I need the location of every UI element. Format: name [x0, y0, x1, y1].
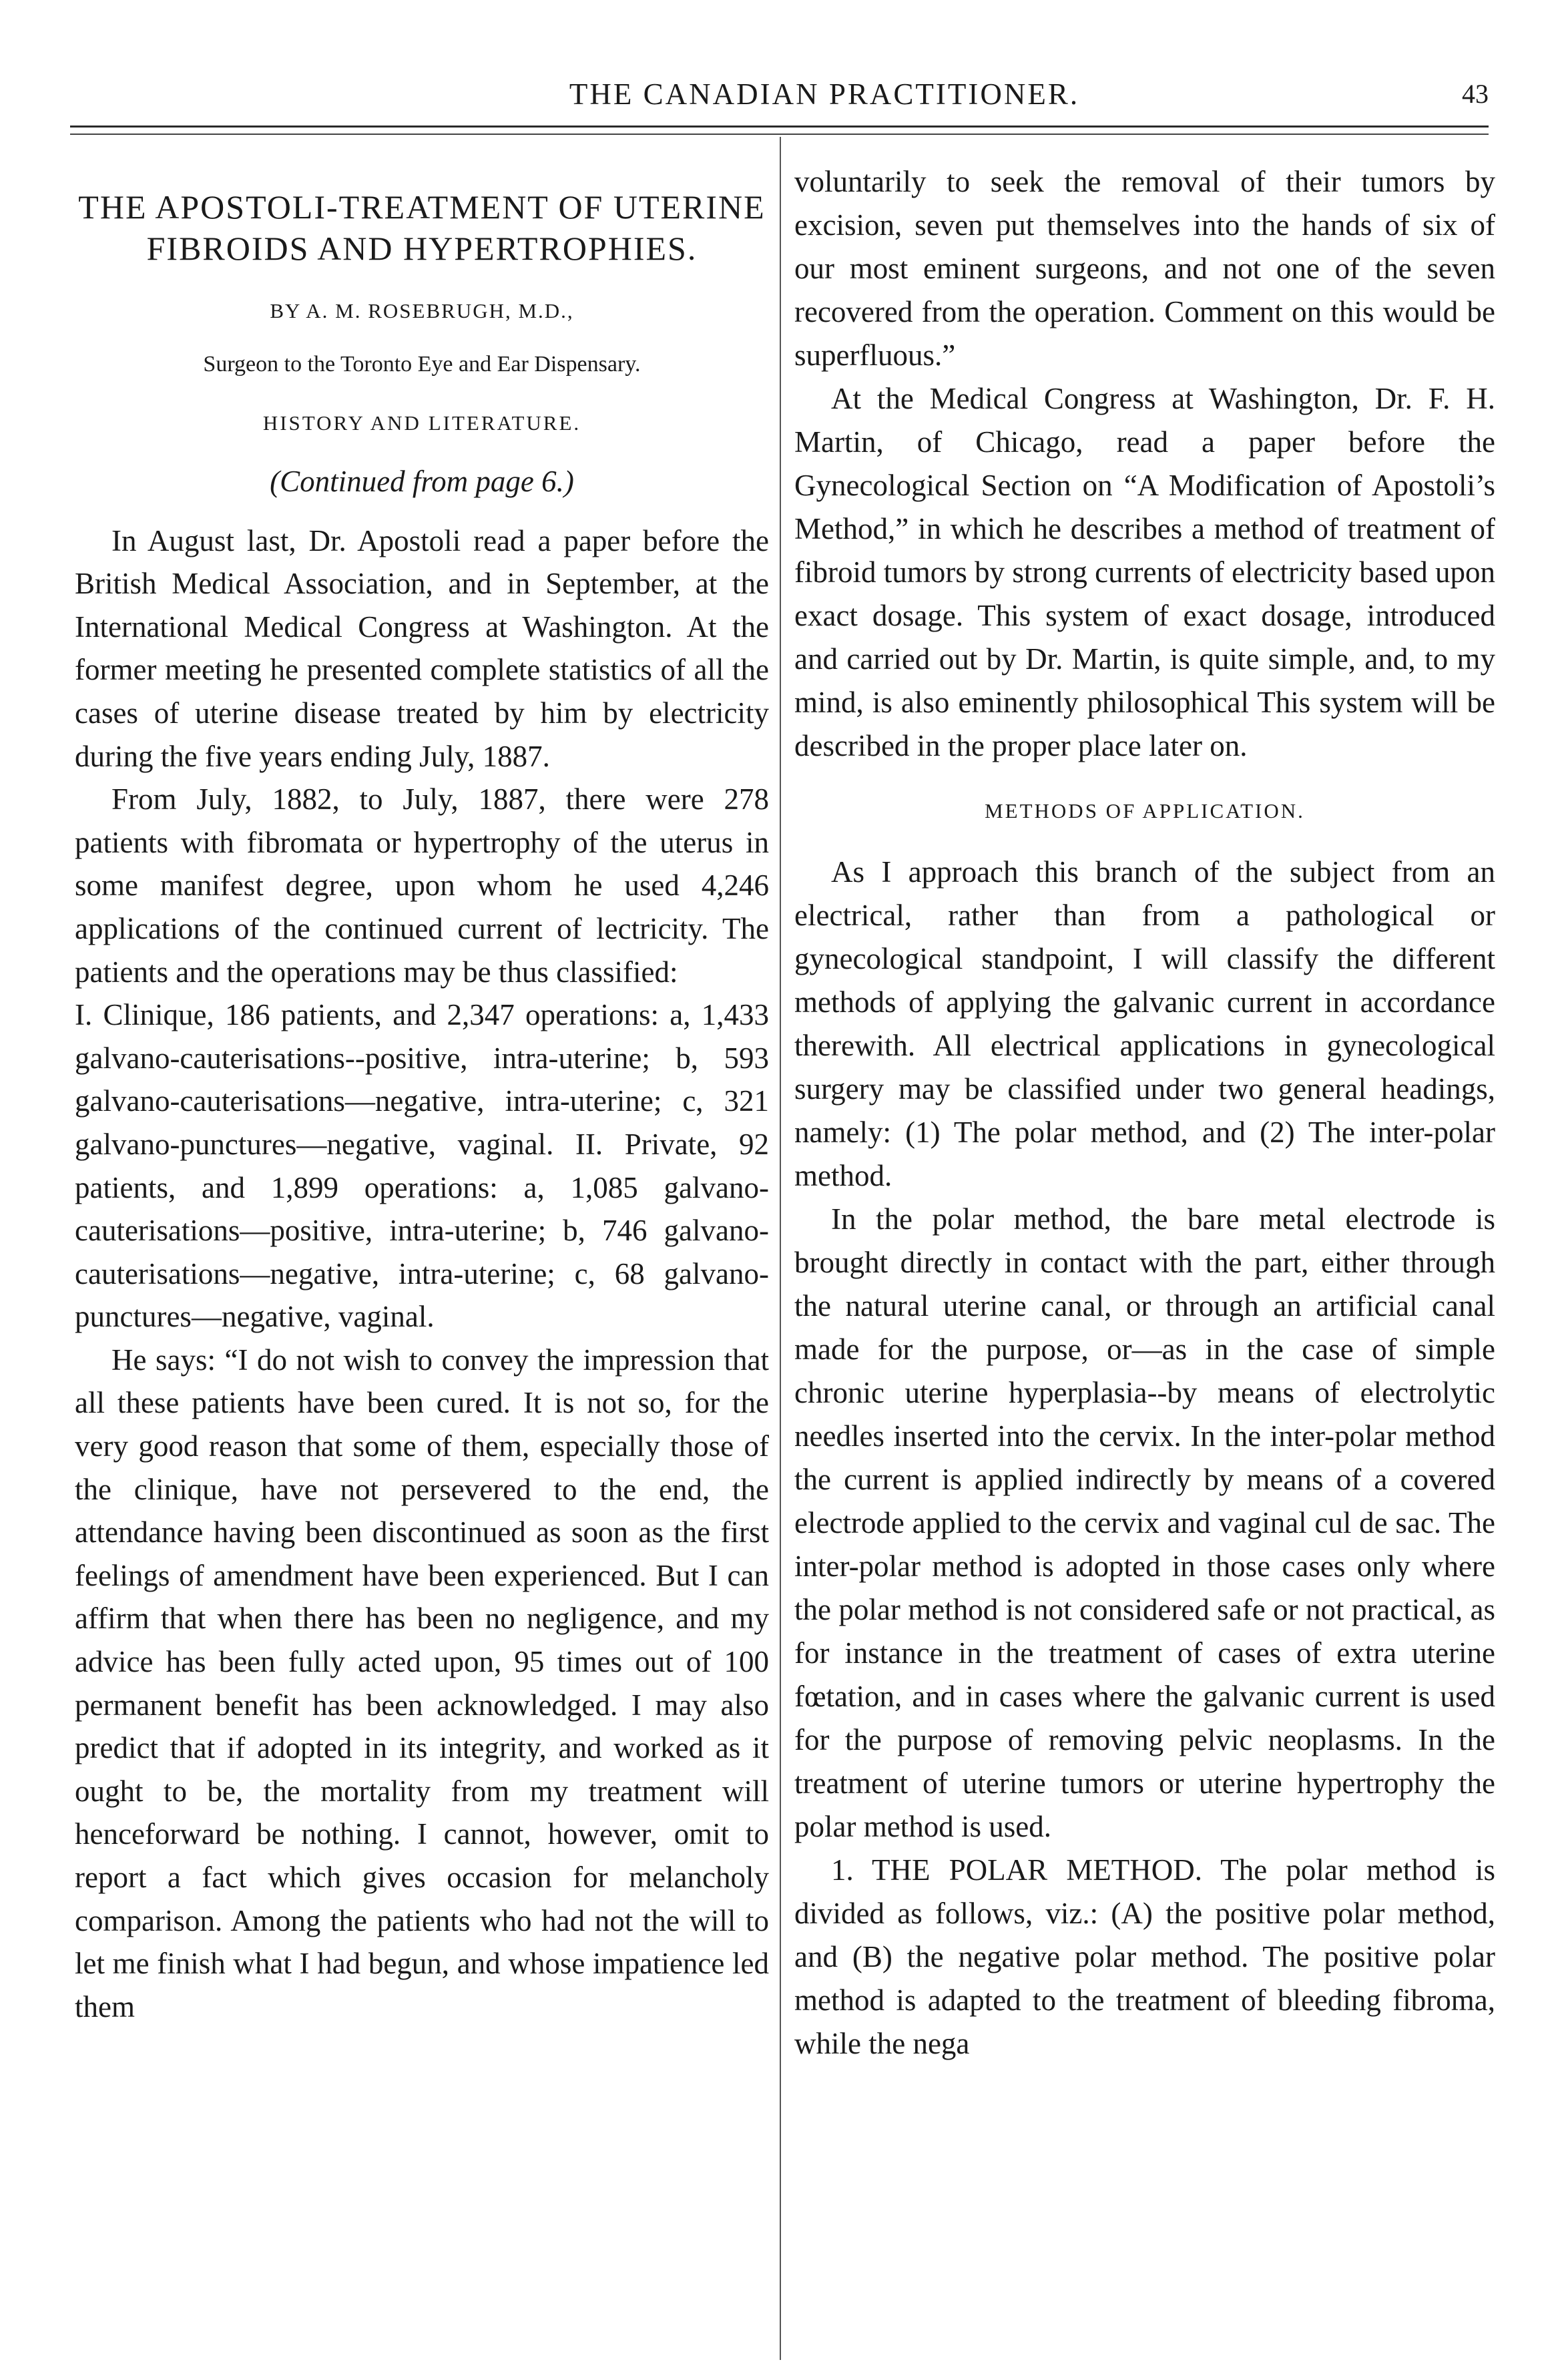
right-column [794, 160, 1495, 2066]
continued-note: (Continued from page 6.) [270, 465, 574, 498]
column-divider [780, 137, 781, 2360]
section-heading: METHODS OF APPLICATION. [985, 799, 1305, 822]
section-heading: HISTORY AND LITERATURE. [262, 411, 581, 435]
paragraph: voluntarily to seek the removal of their tumors by excision, seven put themselves into the hands of six of our most eminent surgeons, and not one of the seven recovered from the operation. Comment on this would be superfluous.” [794, 165, 1495, 372]
left-column [75, 164, 769, 2028]
paragraph: He says: “I do not wish to convey the impression that all these patients have been cured. It is not so, for the very good reason that some of them, especially those of the clinique, have not persevered to the end, the attendance having been discontinued as soon as the first feelings of amendment have been experienced. But I can affirm that when there has been no negligence, and my advice has been fully acted upon, 95 times out of 100 permanent benefit has been acknowledged. I may also predict that if adopted in its integrity, and worked as it ought to be, the mortality from my treatment will henceforward be nothing. I cannot, however, omit to report a fact which gives occasion for melancholy comparison. Among the patients who had not the will to let me finish what I had begun, and whose impatience led them [75, 1343, 769, 2024]
affiliation: Surgeon to the Toronto Eye and Ear Dispensary. [203, 352, 641, 377]
paragraph: In August last, Dr. Apostoli read a paper before the British Medical Association, and in September, at the International Medical Congress at Washington. At the former meeting he presented complete statistics of all the cases of uterine disease treated by him by electricity during the five years ending July, 1887. [75, 523, 769, 773]
page-number: 43 [1462, 79, 1489, 109]
paragraph: As I approach this branch of the subject from an electrical, rather than from a pathological or gynecological standpoint, I will classify the different methods of applying the galvanic current in accordance therewith. All electrical applications in gynecological surgery may be classified under two general headings, namely: (1) The polar method, and (2) The inter-polar method. [794, 855, 1495, 1192]
paragraph: In the polar method, the bare metal electrode is brought directly in contact with the part, either through the natural uterine canal, or through an artificial canal made for the purpose, or—as in the case of simple chronic uterine hyperplasia--by means of electrolytic needles inserted into the cervix. In the inter-polar method the current is applied indirectly by means of a covered electrode applied to the cervix and vaginal cul de sac. The inter-polar method is adopted in those cases only where the polar method is not considered safe or not practical, as for instance in the treatment of cases of extra uterine fœtation, and in cases where the galvanic current is used for the purpose of removing pelvic neoplasms. In the treatment of uterine tumors or uterine hypertrophy the polar method is used. [794, 1202, 1495, 1843]
header-rule [70, 126, 1489, 128]
running-head [73, 77, 1489, 110]
paragraph: From July, 1882, to July, 1887, there were 278 patients with fibromata or hypertrophy of the uterus in some manifest degree, upon whom he used 4,246 applications of the continued current of lectricity. The patients and the operations may be thus classified: [75, 782, 769, 989]
byline: BY A. M. ROSEBRUGH, M.D., [270, 299, 574, 322]
paragraph: At the Medical Congress at Washington, Dr. F. H. Martin, of Chicago, read a paper before the Gynecological Section on “A Modification of Apostoli’s Method,” in which he describes a method of treatment of fibroid tumors by strong currents of electricity based upon exact dosage. This system of exact dosage, introduced and carried out by Dr. Martin, is quite simple, and, to my mind, is also eminently philosophical This system will be described in the proper place later on. [794, 382, 1495, 762]
header-rule-thin [70, 134, 1489, 135]
paragraph: 1. THE POLAR METHOD. The polar method is divided as follows, viz.: (A) the positive polar method, and (B) the negative polar method. The positive polar method is adapted to the treatment of bleeding fibroma, while the nega [794, 1853, 1495, 2060]
paragraph: I. Clinique, 186 patients, and 2,347 operations: a, 1,433 galvano-cauterisations--positive, intra-uterine; b, 593 galvano-cauterisations—negative, intra-uterine; c, 321 galvano-punctures—negative, vaginal. II. Private, 92 patients, and 1,899 operations: a, 1,085 galvano-cauterisations—positive, intra-uterine; b, 746 galvano-cauterisations—negative, intra-uterine; c, 68 galvano-punctures—negative, vaginal. [75, 998, 769, 1334]
running-title: THE CANADIAN PRACTITIONER. [569, 77, 1080, 111]
article-title: THE APOSTOLI-TREATMENT OF UTERINE FIBROIDS AND HYPERTROPHIES. [78, 188, 766, 267]
